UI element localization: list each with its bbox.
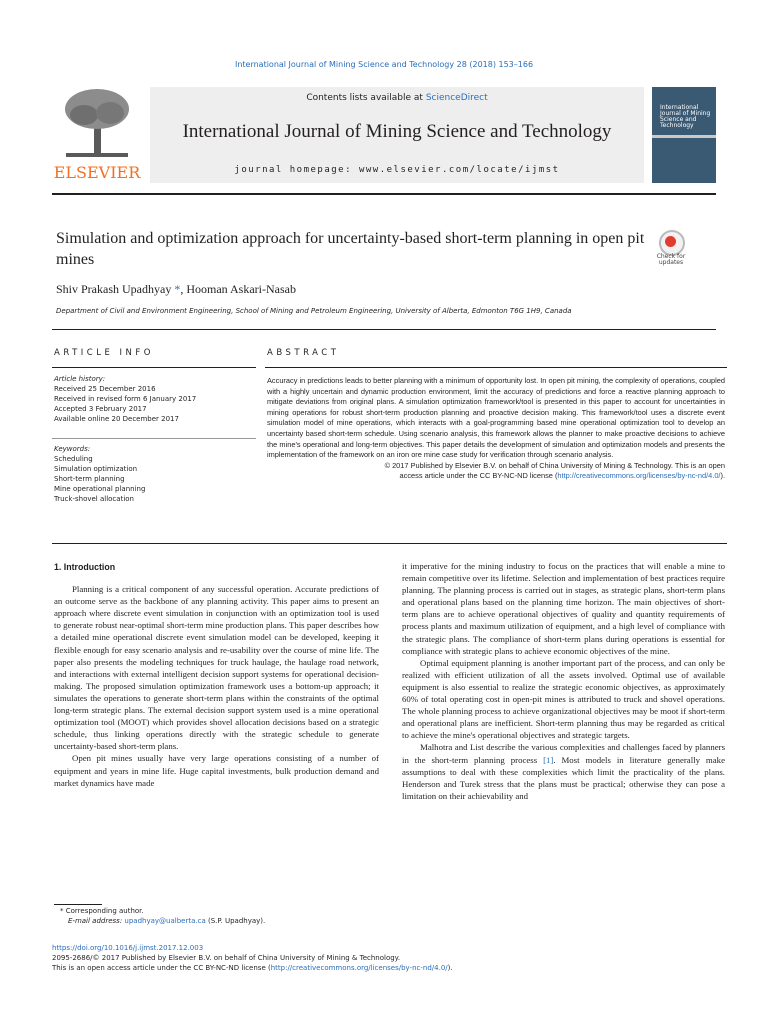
email-label: E-mail address: <box>68 917 123 925</box>
reference-link[interactable]: [1] <box>543 754 554 765</box>
article-history <box>54 374 254 424</box>
license-footer-suffix: ). <box>447 964 453 972</box>
keyword-item: Truck-shovel allocation <box>54 495 134 503</box>
keywords-rule <box>52 438 256 439</box>
history-item: Accepted 3 February 2017 <box>54 405 147 413</box>
copyright-line: © 2017 Published by Elsevier B.V. on behalf of China University of Mining & Technology. This is an open <box>384 460 725 470</box>
cover-stripe <box>652 135 716 138</box>
author-name: Shiv Prakash Upadhyay <box>56 282 172 296</box>
license-footer <box>52 963 453 973</box>
license-prefix: access article under the CC BY-NC-ND license ( <box>399 471 558 481</box>
author-name: , Hooman Askari-Nasab <box>180 282 296 296</box>
cover-title: International Journal of Mining Science and Technology <box>660 104 711 129</box>
history-label: Article history: <box>54 375 106 383</box>
contents-prefix: Contents lists available at <box>306 93 426 103</box>
abstract-bottom-rule <box>52 543 727 544</box>
keyword-item: Mine operational planning <box>54 485 146 493</box>
license-line <box>267 471 725 482</box>
elsevier-logo[interactable] <box>52 87 142 183</box>
check-for-updates-badge[interactable] <box>651 230 691 270</box>
journal-header <box>52 87 716 187</box>
corresponding-author-mark[interactable]: * <box>174 282 181 296</box>
tree-icon <box>60 87 134 159</box>
corresponding-label: Corresponding author. <box>65 907 144 915</box>
abstract-heading: ABSTRACT <box>267 348 340 358</box>
keyword-item: Short-term planning <box>54 475 125 483</box>
corresponding-note <box>60 906 265 916</box>
publisher-name: ELSEVIER <box>53 163 141 182</box>
badge-mark-icon <box>665 236 676 247</box>
header-divider <box>52 193 716 195</box>
article-title: Simulation and optimization approach for uncertainty-based short-term planning in open pit mines <box>56 230 645 268</box>
license-suffix: ). <box>720 471 725 481</box>
footnote-marker: * <box>60 907 64 915</box>
section-heading: 1. Introduction <box>54 562 116 572</box>
keyword-item: Simulation optimization <box>54 465 138 473</box>
abstract-body: Accuracy in predictions leads to better planning with a minimum of opportunity lost. In open pit mining, the complexity of operations, coupled with a highly uncertain and dynamic production environment, limit the accuracy of predictions and force a reactive planning approach to mitigate deviations from original plans. A simulation optimization framework/tool is presented in this paper to account for uncertainties in mining operations for robust short-term production planning and proactive decision making. This framework/tool uses a discrete event simulation model of mine operations, which interacts with a goal-programming based mine operational optimization tool to develop an uncertainty based short-term schedule. Using scenario analysis, this framework allows the planner to make proactive decisions to achieve the mine's operational and long-term objectives. This paper details the development of simulation and optimization models and presents the implementation of the framework on an iron ore mine case study for verification through scenario analysis. <box>267 376 725 460</box>
email-suffix: (S.P. Upadhyay). <box>207 917 266 925</box>
history-item: Available online 20 December 2017 <box>54 415 179 423</box>
keyword-item: Scheduling <box>54 455 93 463</box>
paragraph-text: . Most models in literature generally make assumptions to deal with these complexities which limit the practicality of the plans. Henderson and Turek stress that the plans must be practical; otherwise they can pose a limitation on their achievability and <box>402 754 725 801</box>
abstract-rule <box>265 367 727 368</box>
author-list <box>56 282 296 297</box>
article-info-rule <box>52 367 256 368</box>
email-link[interactable]: upadhyay@ualberta.ca <box>124 917 206 925</box>
affiliation: Department of Civil and Environment Engineering, School of Mining and Petroleum Engineering, University of Alberta, Edmonton T6G 1H9, Canada <box>56 307 572 315</box>
history-item: Received in revised form 6 January 2017 <box>54 395 197 403</box>
keywords-label: Keywords: <box>54 445 91 453</box>
journal-reference[interactable]: International Journal of Mining Science and Technology 28 (2018) 153–166 <box>234 60 534 69</box>
paragraph <box>402 741 725 801</box>
journal-cover[interactable] <box>652 87 716 183</box>
issn-line: 2095-2686/© 2017 Published by Elsevier B.V. on behalf of China University of Mining & Technology. <box>52 954 401 962</box>
doi-link[interactable]: https://doi.org/10.1016/j.ijmst.2017.12.003 <box>52 944 204 952</box>
badge-label: Check for updates <box>656 253 686 266</box>
keywords <box>54 444 254 504</box>
abstract <box>267 376 725 482</box>
paragraph: Open pit mines usually have very large operations consisting of a number of equipment and years in mine life. Huge capital investments, bulk production demand and market dynamics have made <box>54 753 379 788</box>
article-info-heading: ARTICLE INFO <box>54 348 154 358</box>
paragraph: Planning is a critical component of any successful operation. Accurate predictions of an outcome serve as the backbone of any planning activity. This paper aims to present an approach where discrete event simulation in conjunction with an optimization tool is used to generate robust near-optimal short-term mine production plans. This paper describes how a detailed mine operational discrete event simulation model can be developed, keeping it flexible enough for easy scenario analysis and re-usability over the course of mine life. The paper also presents the modeling techniques for truck haulage, the haulage road network, and interactions with external intelligent decision support systems for operational decision-making. The proposed simulation optimization framework uses a bottom-up approach; it simulates the operations to generate short-term plans within the constraints of the optimal long-term strategic plans. The external decision support system used is a mine operational optimization tool (MOOT) which provides shovel allocation decisions based on a strategic schedule, thus linking operations directly with the strategic schedule to generate uncertainty-based short-term plans. <box>54 584 379 752</box>
section-divider <box>52 329 716 330</box>
history-item: Received 25 December 2016 <box>54 385 156 393</box>
email-note <box>60 916 265 926</box>
footnote <box>60 906 265 926</box>
left-column <box>54 561 379 789</box>
journal-banner <box>150 87 644 183</box>
publication-footer <box>52 943 453 973</box>
sciencedirect-link[interactable]: ScienceDirect <box>425 93 488 103</box>
license-footer-link[interactable]: http://creativecommons.org/licenses/by-nc-nd/4.0/ <box>270 964 448 972</box>
journal-title: International Journal of Mining Science and Technology <box>182 121 612 142</box>
paragraph: it imperative for the mining industry to focus on the practices that will enable a mine to remain competitive over its lifetime. Selection and implementation of best practices require planning. The planning process is carried out in stages, as strategic plans, short-term plans and operational plans based on the planning time horizon. The main objectives of short-term plans are to achieve operational objectives of quality and quantity requirements of process plants and maximum utilization of equipment, and a high level of compliance with the strategic plans. The compliance of short-term plans during operations is essential for compliance with strategic plans to achieve economic objectives of the mine. <box>402 561 725 656</box>
right-column <box>402 560 725 802</box>
paragraph: Optimal equipment planning is another important part of the process, and can only be realized with efficient utilization of all the assets involved. Optimal use of available equipment is also essential to realize the strategic economic objectives, as approximately 60% of total operating cost in open-pit mines is attributed to truck and shovel operations. The whole planning process to achieve organizational objectives may be moot if short-term and operational plans are inefficient. Short-term planning thus may be regarded as critical to achieve the mine's operational objectives and strategic targets. <box>402 657 725 741</box>
journal-homepage[interactable]: journal homepage: www.elsevier.com/locate/ijmst <box>234 165 560 175</box>
contents-line <box>150 93 644 103</box>
license-footer-prefix: This is an open access article under the CC BY-NC-ND license ( <box>52 964 271 972</box>
license-link[interactable]: http://creativecommons.org/licenses/by-nc-nd/4.0/ <box>557 471 721 481</box>
footnote-rule <box>54 904 102 905</box>
paragraph-text: Malhotra and List describe the various complexities and challenges faced by planners in the short-term planning process <box>402 742 725 765</box>
